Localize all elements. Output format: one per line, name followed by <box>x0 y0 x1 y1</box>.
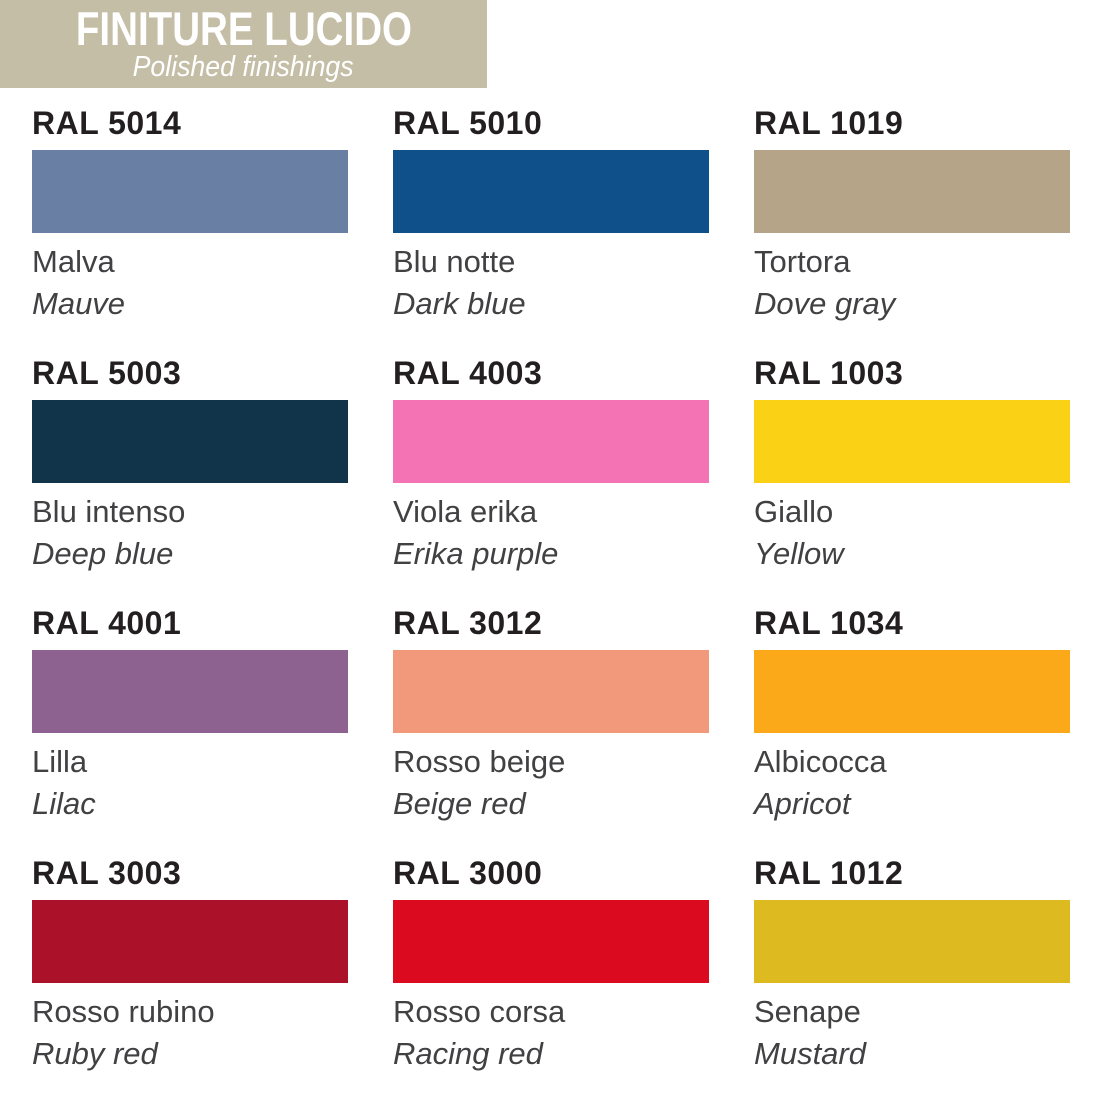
color-name-english: Mustard <box>754 1036 866 1071</box>
color-name-english: Beige red <box>393 786 526 821</box>
swatch-card-ral-5014 <box>32 104 348 323</box>
color-name-italian: Blu notte <box>393 244 516 279</box>
ral-code-label: RAL 3012 <box>393 605 543 641</box>
ral-code-label: RAL 5010 <box>393 105 543 141</box>
swatch-card-ral-1034 <box>754 604 1070 823</box>
page-subtitle <box>0 53 487 82</box>
swatch-card-ral-3000 <box>393 854 709 1073</box>
color-swatch <box>754 400 1070 483</box>
color-name-italian: Rosso corsa <box>393 994 566 1029</box>
color-name-italian: Tortora <box>754 244 851 279</box>
color-name-italian: Malva <box>32 244 115 279</box>
swatch-card-ral-3012 <box>393 604 709 823</box>
color-name-italian: Albicocca <box>754 744 887 779</box>
ral-code-label: RAL 1034 <box>754 605 904 641</box>
color-name-english: Dark blue <box>393 286 526 321</box>
color-name-english: Mauve <box>32 286 126 321</box>
color-name-english: Yellow <box>754 536 844 571</box>
page-title-text: FINITURE LUCIDO <box>75 2 412 55</box>
ral-code-label: RAL 4003 <box>393 355 543 391</box>
swatch-grid <box>32 104 1100 1073</box>
swatch-card-ral-4001 <box>32 604 348 823</box>
color-swatch <box>32 650 348 733</box>
color-swatch <box>754 150 1070 233</box>
ral-code-label: RAL 5014 <box>32 105 182 141</box>
swatch-card-ral-1012 <box>754 854 1070 1073</box>
swatch-card-ral-1003 <box>754 354 1070 573</box>
ral-code-label: RAL 5003 <box>32 355 182 391</box>
ral-code-label: RAL 1003 <box>754 355 904 391</box>
ral-code-label: RAL 3000 <box>393 855 543 891</box>
color-name-italian: Giallo <box>754 494 834 529</box>
swatch-card-ral-5010 <box>393 104 709 323</box>
color-name-italian: Viola erika <box>393 494 538 529</box>
color-name-english: Deep blue <box>32 536 174 571</box>
swatch-card-ral-3003 <box>32 854 348 1073</box>
color-name-italian: Blu intenso <box>32 494 186 529</box>
color-name-english: Apricot <box>754 786 851 821</box>
color-swatch <box>393 150 709 233</box>
color-swatch <box>32 150 348 233</box>
color-swatch <box>393 650 709 733</box>
ral-code-label: RAL 1019 <box>754 105 904 141</box>
swatch-card-ral-4003 <box>393 354 709 573</box>
color-swatch <box>754 900 1070 983</box>
color-swatch <box>754 650 1070 733</box>
color-swatch <box>393 900 709 983</box>
color-swatch <box>32 900 348 983</box>
color-swatch <box>393 400 709 483</box>
ral-code-label: RAL 4001 <box>32 605 182 641</box>
color-name-english: Ruby red <box>32 1036 158 1071</box>
swatch-card-ral-1019 <box>754 104 1070 323</box>
color-name-italian: Senape <box>754 994 861 1029</box>
color-name-english: Lilac <box>32 786 96 821</box>
color-name-italian: Rosso beige <box>393 744 566 779</box>
color-name-italian: Lilla <box>32 744 88 779</box>
swatch-card-ral-5003 <box>32 354 348 573</box>
color-name-english: Dove gray <box>754 286 896 321</box>
color-name-english: Racing red <box>393 1036 543 1071</box>
ral-code-label: RAL 1012 <box>754 855 904 891</box>
color-swatch <box>32 400 348 483</box>
ral-code-label: RAL 3003 <box>32 855 182 891</box>
page-title <box>0 4 487 53</box>
color-name-english: Erika purple <box>393 536 559 571</box>
header-banner <box>0 0 487 88</box>
page-subtitle-text: Polished finishings <box>132 51 354 84</box>
color-name-italian: Rosso rubino <box>32 994 215 1029</box>
